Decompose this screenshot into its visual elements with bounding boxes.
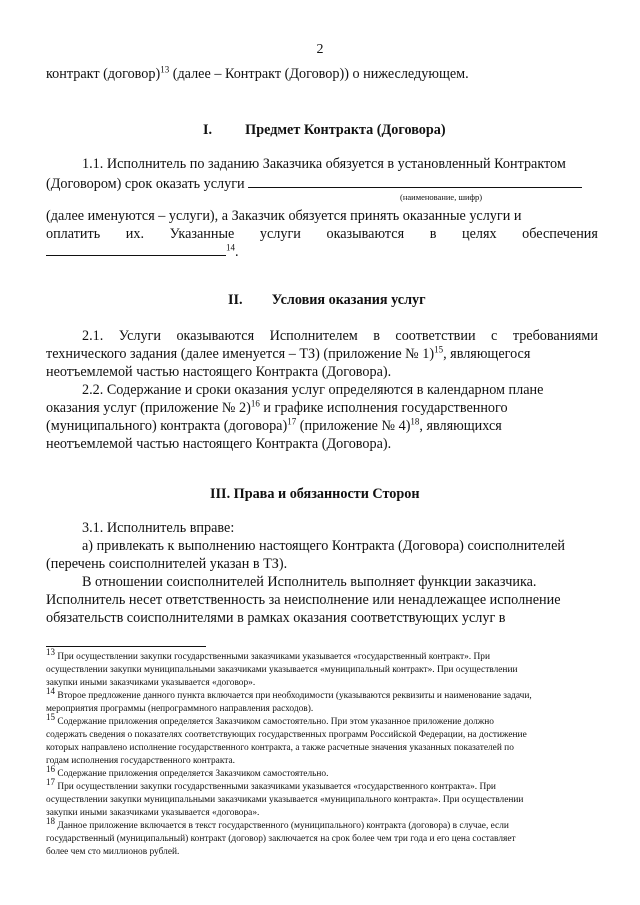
clause-2-2-line3 bbox=[46, 418, 502, 435]
footnote-marker: 13 bbox=[46, 647, 55, 657]
clause-2-2-line1: 2.2. Содержание и сроки оказания услуг определяются в календарном плане bbox=[82, 382, 544, 398]
footnote-text: Данное приложение включается в текст государственного (муниципального) контракта (договора) в случае, если bbox=[55, 821, 509, 832]
footnote-ref-13: 13 bbox=[160, 64, 170, 75]
section-1-heading bbox=[203, 122, 446, 139]
footnote-text: При осуществлении закупки государственными заказчиками указывается «государственного контракта». При bbox=[55, 782, 496, 793]
footnote-marker: 17 bbox=[46, 777, 55, 787]
clause-2-2-line2 bbox=[46, 400, 508, 417]
footnote-marker: 15 bbox=[46, 712, 55, 722]
footnote-15-line4: годам исполнения государственного контракта. bbox=[46, 756, 235, 766]
footnote-15-line2: содержать сведения о показателях соответствующих государственных программ Российской Федерации, на достижение bbox=[46, 730, 527, 740]
service-name-hint: (наименование, шифр) bbox=[400, 192, 483, 202]
clause-3-1-line2: а) привлекать к выполнению настоящего Контракта (Договора) соисполнителей bbox=[82, 538, 565, 554]
footnote-text: При осуществлении закупки государственными заказчиками указывается «государственный контракт». При bbox=[55, 652, 490, 663]
footnote-18-line3: более чем сто миллионов рублей. bbox=[46, 847, 180, 857]
footnote-13-line3: закупки иными заказчиками указывается «договор». bbox=[46, 678, 256, 688]
clause-2-1-line3: неотъемлемой частью настоящего Контракта (Договора). bbox=[46, 364, 392, 380]
section-2-number: II. bbox=[228, 292, 243, 308]
footnote-text: Содержание приложения определяется Заказчиком самостоятельно. bbox=[55, 769, 329, 780]
footnote-15-line1 bbox=[46, 712, 494, 728]
footnote-16-line1 bbox=[46, 764, 329, 780]
footnote-17-line3: закупки иными заказчиками указывается «договора». bbox=[46, 808, 260, 818]
clause-1-1-line4 bbox=[46, 226, 598, 243]
intro-rest: (далее – Контракт (Договор)) о нижеследующем. bbox=[169, 66, 469, 82]
footnote-ref-14: 14 bbox=[226, 242, 235, 253]
clause-3-1-line4: В отношении соисполнителей Исполнитель выполняет функции заказчика. bbox=[82, 574, 537, 590]
text: и графике исполнения государственного bbox=[259, 400, 508, 416]
footnote-17-line2: осуществлении закупки муниципальными заказчиками указывается «муниципального контракта». При осуществлении bbox=[46, 795, 524, 805]
clause-3-1-line1: 3.1. Исполнитель вправе: bbox=[82, 520, 235, 536]
word: в bbox=[429, 226, 437, 242]
footnote-13-line1 bbox=[46, 647, 490, 663]
footnote-ref-18: 18 bbox=[410, 416, 420, 427]
word: оказываются bbox=[326, 226, 405, 242]
section-1-number: I. bbox=[203, 122, 213, 138]
word: целях bbox=[461, 226, 497, 242]
clause-1-1-line1: 1.1. Исполнитель по заданию Заказчика обязуется в установленный Контрактом bbox=[82, 156, 566, 172]
text: оказания услуг (приложение № 2) bbox=[46, 400, 251, 416]
word: услуги bbox=[259, 226, 301, 242]
clause-3-1-line3: (перечень соисполнителей указан в ТЗ). bbox=[46, 556, 288, 572]
section-1-title: Предмет Контракта (Договора) bbox=[245, 122, 446, 138]
footnote-13-line2: осуществлении закупки муниципальными заказчиками указывается «муниципальный контракт». При осуществлении bbox=[46, 665, 518, 675]
section-2-heading bbox=[228, 292, 426, 309]
word: Указанные bbox=[169, 226, 235, 242]
intro-line bbox=[46, 66, 469, 83]
section-2-title: Условия оказания услуг bbox=[271, 292, 426, 308]
footnote-14-line1 bbox=[46, 686, 532, 702]
footnote-18-line2: государственный (муниципальный) контракт (договор) заключается на срок более чем три года и его цена составляет bbox=[46, 834, 516, 844]
footnote-ref-17: 17 bbox=[287, 416, 297, 427]
clause-2-1-line2 bbox=[46, 346, 530, 363]
footnote-text: Второе предложение данного пункта включается при необходимости (указываются реквизиты и наименование задачи, bbox=[55, 691, 532, 702]
clause-1-1-line5 bbox=[46, 244, 239, 261]
period: . bbox=[235, 244, 239, 260]
clause-1-1-text: (Договором) срок оказать услуги bbox=[46, 176, 245, 192]
word: обеспечения bbox=[522, 226, 598, 242]
service-name-blank bbox=[248, 187, 582, 188]
section-3-heading: III. Права и обязанности Сторон bbox=[210, 486, 420, 502]
text: , являющихся bbox=[419, 418, 502, 434]
footnote-divider bbox=[46, 646, 206, 647]
footnote-marker: 18 bbox=[46, 816, 55, 826]
footnote-15-line3: которых направлено исполнение государственного контракта, а также расчетные значения указанных показателей по bbox=[46, 743, 514, 753]
word: их. bbox=[125, 226, 144, 242]
clause-3-1-line6: обязательств соисполнителями в рамках оказания соответствующих услуг в bbox=[46, 610, 506, 626]
footnote-18-line1 bbox=[46, 816, 509, 832]
clause-1-1-line2 bbox=[46, 176, 582, 193]
clause-3-1-line5: Исполнитель несет ответственность за неисполнение или ненадлежащее исполнение bbox=[46, 592, 561, 608]
text: технического задания (далее именуется – ТЗ) (приложение № 1) bbox=[46, 346, 435, 362]
footnote-marker: 14 bbox=[46, 686, 55, 696]
footnote-text: Содержание приложения определяется Заказчиком самостоятельно. При этом указанное приложение должно bbox=[55, 717, 494, 728]
footnote-17-line1 bbox=[46, 777, 496, 793]
footnote-marker: 16 bbox=[46, 764, 55, 774]
clause-2-1-line1: 2.1. Услуги оказываются Исполнителем в соответствии с требованиями bbox=[82, 328, 598, 344]
text: , являющегося bbox=[443, 346, 531, 362]
page-number: 2 bbox=[316, 42, 324, 57]
footnote-ref-15: 15 bbox=[434, 344, 444, 355]
clause-1-1-line3: (далее именуются – услуги), а Заказчик обязуется принять оказанные услуги и bbox=[46, 208, 522, 224]
text: (муниципального) контракта (договора) bbox=[46, 418, 288, 434]
purpose-blank bbox=[46, 255, 226, 256]
footnote-14-line2: мероприятия программы (непрограммного направления расходов). bbox=[46, 704, 314, 714]
clause-2-2-line4: неотъемлемой частью настоящего Контракта (Договора). bbox=[46, 436, 392, 452]
footnote-ref-16: 16 bbox=[250, 398, 260, 409]
text: (приложение № 4) bbox=[296, 418, 411, 434]
word: оплатить bbox=[46, 226, 101, 242]
intro-text: контракт (договор) bbox=[46, 66, 161, 82]
